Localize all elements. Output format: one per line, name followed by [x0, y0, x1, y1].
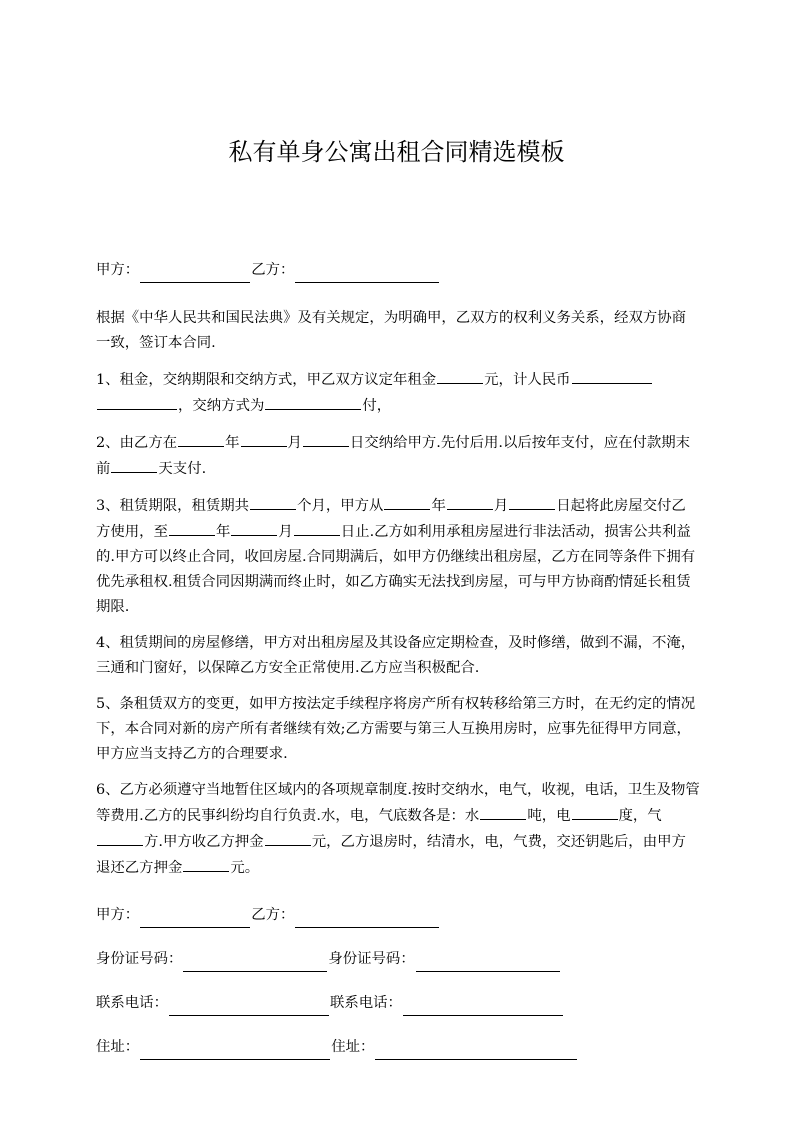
clause-2-text-c: 月	[287, 435, 302, 451]
clause-1	[96, 367, 700, 419]
party-a-phone-label: 联系电话：	[96, 995, 168, 1011]
deposit-return-blank[interactable]	[183, 855, 229, 872]
clause-2-text-a: 2、由乙方在	[96, 435, 178, 451]
signature-party-b-label: 乙方：	[251, 907, 295, 923]
clause-1-text-a: 1、租金，交纳期限和交纳方式，甲乙双方议定年租金	[96, 372, 437, 388]
intro-paragraph: 根据《中华人民共和国民法典》及有关规定，为明确甲，乙双方的权利义务关系，经双方协商一致，签订本合同.	[96, 310, 687, 351]
gas-reading-blank[interactable]	[97, 829, 143, 846]
party-b-phone-label: 联系电话：	[329, 995, 402, 1011]
clause-6-text-a: 6、乙方必须遵守当地暂住区域内的各项规章制度.按时交纳水，电气，收视，电话，卫生及物管等费用.乙方的民事纠纷均自行负责.水，电，气底数各是：水	[96, 782, 700, 824]
clause-3-text-e: 日起将此房屋交付乙方使用，至	[96, 498, 686, 540]
payment-method-blank[interactable]	[265, 393, 361, 410]
party-b-label: 乙方：	[251, 262, 295, 278]
party-b-blank[interactable]	[295, 266, 439, 283]
end-year-blank[interactable]	[169, 519, 215, 536]
party-b-address-label: 住址：	[331, 1039, 375, 1055]
clause-2-year-blank[interactable]	[178, 430, 224, 447]
clause-1-text-d: 付，	[362, 398, 392, 414]
signature-party-b-blank[interactable]	[295, 911, 439, 928]
id-number-row	[96, 947, 700, 972]
clause-5: 5、条租赁双方的变更，如甲方按法定手续程序将房产所有权转移给第三方时，在无约定的情况下，本合同对新的房产所有者继续有效;乙方需要与第三人互换用房时，应事先征得甲方同意，甲方应当支持乙方的合理要求.	[96, 696, 696, 762]
clause-1-text-c: ，交纳方式为	[178, 398, 265, 414]
clause-6-text-f: 元。	[230, 860, 260, 876]
clause-2-days-before-blank[interactable]	[111, 456, 157, 473]
clause-6	[96, 778, 700, 881]
end-month-blank[interactable]	[231, 519, 277, 536]
party-a-address-label: 住址：	[96, 1039, 140, 1055]
clause-3-text-g: 月	[278, 524, 293, 540]
party-b-id-label: 身份证号码：	[328, 951, 415, 967]
deposit-blank[interactable]	[265, 829, 311, 846]
party-b-phone-blank[interactable]	[403, 999, 563, 1016]
annual-rent-blank[interactable]	[437, 367, 483, 384]
end-day-blank[interactable]	[294, 519, 340, 536]
clause-3-text-b: 个月，甲方从	[297, 498, 384, 514]
clause-2-text-e: 天支付.	[158, 461, 207, 477]
clause-1-text-b: 元，计人民币	[484, 372, 571, 388]
party-a-id-blank[interactable]	[183, 955, 327, 972]
party-a-phone-blank[interactable]	[169, 999, 329, 1016]
party-a-blank[interactable]	[140, 266, 250, 283]
clause-3-text-d: 月	[493, 498, 509, 514]
clause-3-text-c: 年	[431, 498, 446, 514]
signature-party-a-label: 甲方：	[96, 907, 140, 923]
clause-2-month-blank[interactable]	[241, 430, 287, 447]
clause-2-text-d: 日交纳给甲方.先付后用.以后按年支付，应在付款期末前	[96, 435, 691, 477]
clause-3-text-h: 日止.乙方如利用承租房屋进行非法活动，损害公共利益的.甲方可以终止合同，收回房屋.合同期满后，如甲方仍继续出租房屋，乙方在同等条件下拥有优先承租权.租赁合同因期满而终止时，如乙方确实无法找到房屋，可与甲方协商酌情延长租赁期限.	[96, 524, 696, 615]
water-reading-blank[interactable]	[480, 803, 526, 820]
lease-months-blank[interactable]	[250, 493, 296, 510]
signature-party-a-blank[interactable]	[140, 911, 250, 928]
clause-3-text-a: 3、租赁期限，租赁期共	[96, 498, 250, 514]
phone-row	[96, 991, 700, 1016]
address-row	[96, 1035, 700, 1060]
start-year-blank[interactable]	[384, 493, 430, 510]
signature-party-row	[96, 903, 700, 928]
party-b-id-blank[interactable]	[416, 955, 560, 972]
clause-6-text-b: 吨，电	[527, 808, 571, 824]
contract-body	[96, 258, 700, 1060]
clause-6-text-c: 度，气	[618, 808, 662, 824]
party-a-address-blank[interactable]	[140, 1043, 330, 1060]
electricity-reading-blank[interactable]	[572, 803, 618, 820]
clause-3	[96, 493, 700, 620]
start-month-blank[interactable]	[447, 493, 493, 510]
clause-3-text-f: 年	[215, 524, 231, 540]
party-b-address-blank[interactable]	[375, 1043, 577, 1060]
clause-6-text-d: 方.甲方收乙方押金	[144, 834, 264, 850]
party-header-row	[96, 258, 700, 283]
start-day-blank[interactable]	[509, 493, 555, 510]
clause-2-text-b: 年	[225, 435, 240, 451]
rmb-amount-blank-1[interactable]	[572, 367, 652, 384]
party-a-label: 甲方：	[96, 262, 140, 278]
clause-4: 4、租赁期间的房屋修缮，甲方对出租房屋及其设备应定期检查，及时修缮，做到不漏，不淹，三通和门窗好，以保障乙方安全正常使用.乙方应当积极配合.	[96, 635, 696, 676]
clause-2	[96, 430, 700, 482]
party-a-id-label: 身份证号码：	[96, 951, 183, 967]
clause-6-text-e: 元，乙方退房时，结清水，电，气费，交还钥匙后，由甲方退还乙方押金	[96, 834, 686, 876]
rmb-amount-blank-2[interactable]	[97, 393, 177, 410]
clause-2-day-blank[interactable]	[303, 430, 349, 447]
document-title: 私有单身公寓出租合同精选模板	[228, 138, 565, 166]
